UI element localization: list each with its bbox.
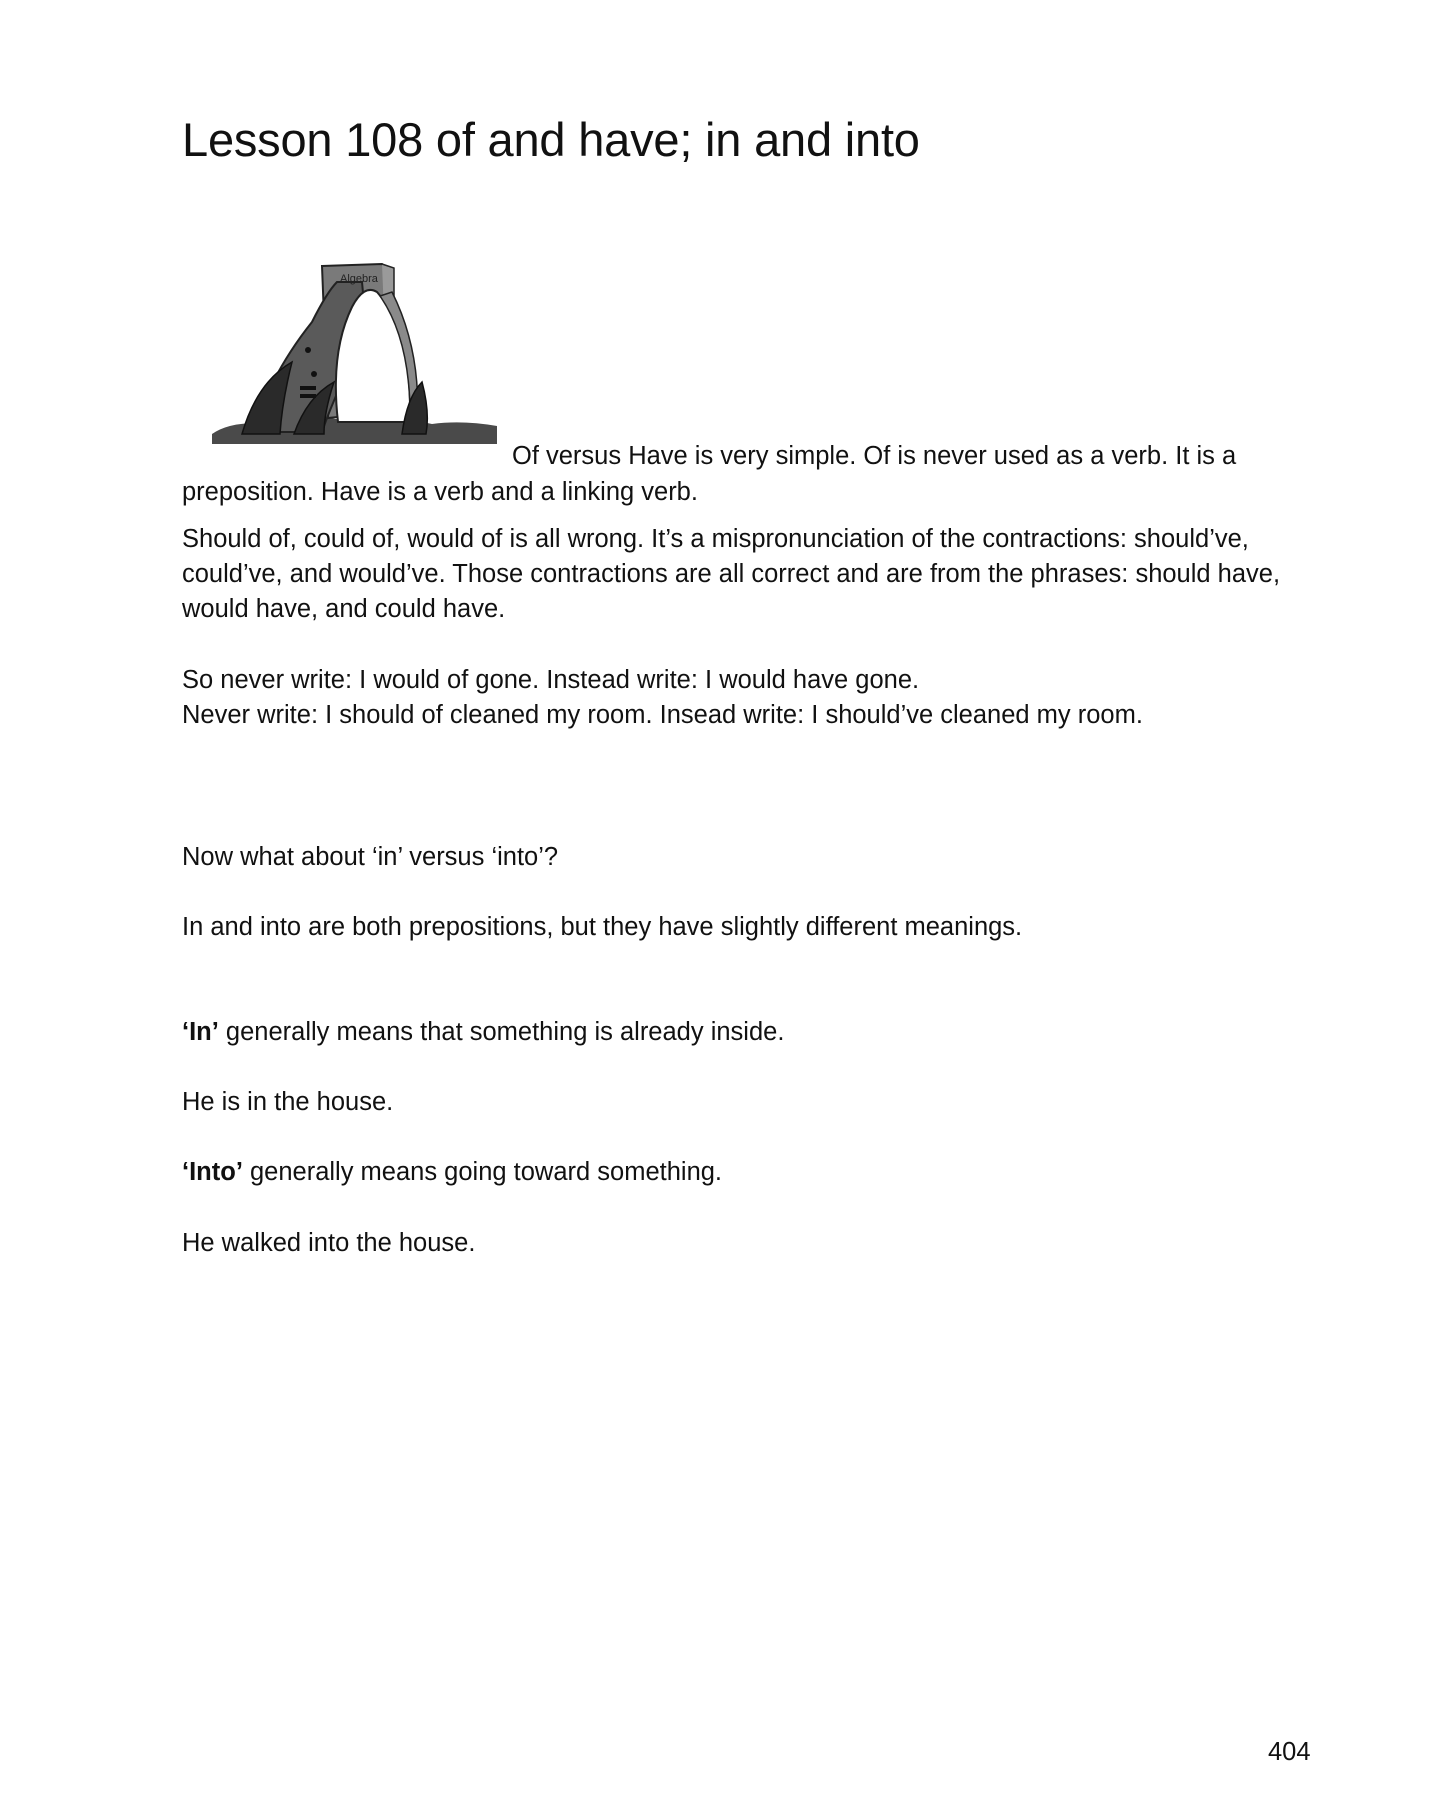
intro-paragraph-line-2: preposition. Have is a verb and a linking verb.	[182, 477, 698, 506]
in-example: He is in the house.	[182, 1088, 394, 1116]
in-definition-text: generally means that something is already inside.	[218, 1018, 785, 1046]
in-into-question: Now what about ‘in’ versus ‘into’?	[182, 843, 559, 871]
in-definition	[182, 1015, 1332, 1050]
example-sentence-1: So never write: I would of gone. Instead write: I would have gone.	[182, 666, 920, 694]
intro-paragraph-line-1: Of versus Have is very simple. Of is never used as a verb. It is a	[512, 441, 1237, 470]
in-into-intro: In and into are both prepositions, but they have slightly different meanings.	[182, 913, 1023, 941]
into-definition-text: generally means going toward something.	[242, 1158, 723, 1186]
book-spine-label: Algebra	[340, 273, 378, 285]
algebra-book-arch-illustration	[212, 262, 497, 444]
into-example: He walked into the house.	[182, 1229, 476, 1257]
contractions-paragraph: Should of, could of, would of is all wrong. It’s a mispronunciation of the contractions: should’ve, could’ve, and would’ve. Those contractions are all correct and are from the phrases: should have, would have, and could have.	[182, 525, 1281, 623]
into-term: ‘Into’	[182, 1158, 243, 1186]
page-number: 404	[1268, 1738, 1311, 1766]
example-sentence-2: Never write: I should of cleaned my room. Insead write: I should’ve cleaned my room.	[182, 701, 1143, 729]
page-title: Lesson 108 of and have; in and into	[182, 113, 920, 166]
into-definition	[182, 1155, 1332, 1190]
in-term: ‘In’	[182, 1018, 219, 1046]
